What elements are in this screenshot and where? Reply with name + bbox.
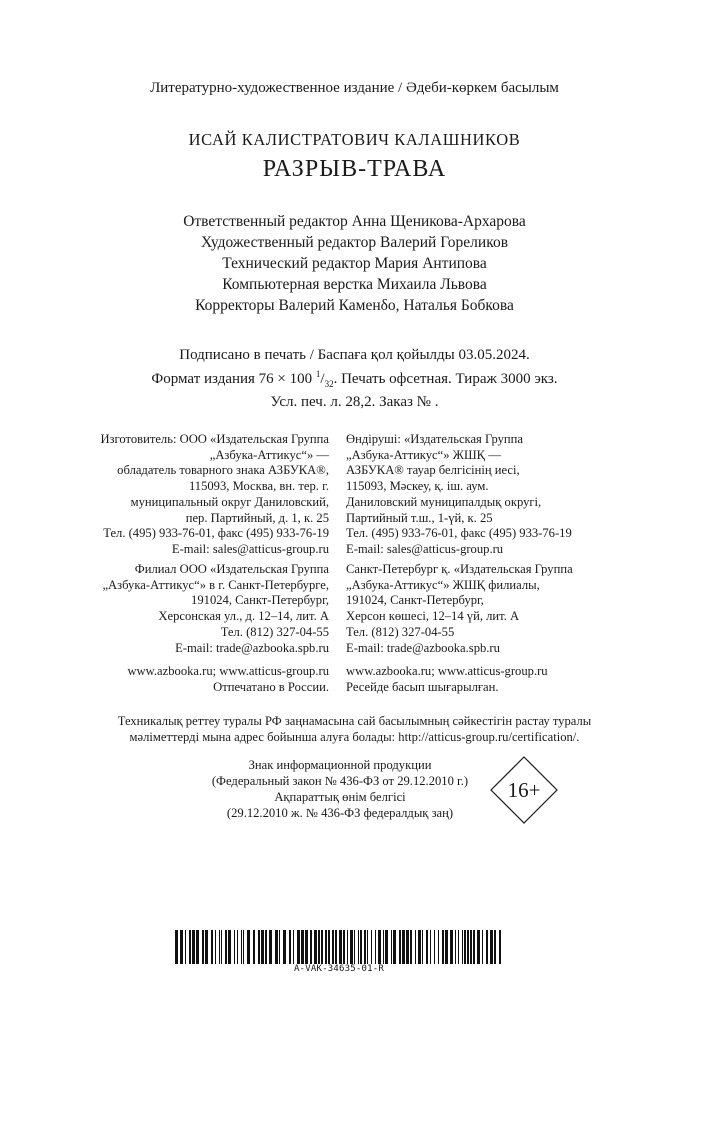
branch-kz bbox=[346, 562, 676, 656]
manufacturer-ru bbox=[40, 432, 329, 558]
barcode-bar bbox=[482, 930, 483, 964]
text-line: обладатель товарного знака АЗБУКА®, bbox=[117, 463, 329, 478]
barcode-text: A-VAK-34635-01-R bbox=[294, 964, 384, 974]
barcode-bar bbox=[335, 930, 337, 964]
text-line: (29.12.2010 ж. № 436-ФЗ федералдық заң) bbox=[226, 806, 454, 820]
text-line: „Азбука-Аттикус“» ЖШҚ — bbox=[346, 447, 501, 462]
barcode-bar bbox=[175, 930, 178, 964]
barcode-bar bbox=[310, 930, 312, 964]
barcode-bar bbox=[450, 930, 453, 964]
barcode-bar bbox=[494, 930, 496, 964]
barcode-bar bbox=[219, 930, 220, 964]
barcode-bar bbox=[410, 930, 412, 964]
text-line: 191024, Санкт-Петербург, bbox=[191, 593, 329, 608]
text-line: 191024, Санкт-Петербург, bbox=[346, 593, 484, 608]
text-line: „Азбука-Аттикус“» — bbox=[209, 447, 329, 462]
barcode-bar bbox=[426, 930, 428, 964]
barcode-bar bbox=[237, 930, 238, 964]
text-line: 115093, Мәскеу, қ. іш. аум. bbox=[346, 479, 489, 494]
text-line: „Азбука-Аттикус“» ЖШҚ филиалы, bbox=[346, 577, 540, 592]
credit-line: Художественный редактор Валерий Гореликов bbox=[200, 234, 509, 251]
barcode-bar bbox=[393, 930, 396, 964]
barcode-bar bbox=[422, 930, 423, 964]
barcode-bar bbox=[325, 930, 327, 964]
barcode-bar bbox=[215, 930, 216, 964]
branch-ru bbox=[40, 562, 329, 656]
credit-line: Компьютерная верстка Михаила Львова bbox=[222, 276, 487, 293]
text-line: www.azbooka.ru; www.atticus-group.ru bbox=[346, 664, 548, 678]
barcode-bar bbox=[467, 930, 469, 964]
text-line: АЗБУКА® тауар белгісінің иесі, bbox=[346, 463, 520, 478]
text-line: Отпечатано в России. bbox=[213, 679, 329, 694]
text-line: Филиал ООО «Издательская Группа bbox=[134, 562, 329, 576]
barcode-bar bbox=[261, 930, 264, 964]
text-line: Техникалық реттеу туралы РФ заңнамасына сай басылымның сәйкестігін растау туралы bbox=[117, 714, 592, 728]
barcode-bar bbox=[318, 930, 320, 964]
barcode-bar bbox=[192, 930, 195, 964]
age-rating-badge bbox=[490, 756, 558, 824]
text-line: Санкт-Петербург қ. «Издательская Группа bbox=[346, 562, 573, 576]
text-line: мәліметтерді мына адрес бойынша алуға болады: http://atticus-group.ru/certification/. bbox=[129, 730, 580, 744]
barcode-bar bbox=[297, 930, 300, 964]
barcode-bar bbox=[243, 930, 244, 964]
text-line: Ақпараттық өнім белгісі bbox=[274, 790, 406, 804]
barcode-bar bbox=[458, 930, 459, 964]
barcode-bar bbox=[378, 930, 381, 964]
barcode-bar bbox=[205, 930, 208, 964]
barcode-bar bbox=[477, 930, 480, 964]
print-signed: Подписано в печать / Баспаға қол қойылды 03.05.2024. bbox=[179, 347, 530, 363]
barcode-bar bbox=[470, 930, 472, 964]
barcode-bar bbox=[321, 930, 323, 964]
text-line: Тел. (495) 933-76-01, факс (495) 933-76-19 bbox=[346, 526, 572, 541]
barcode-bar bbox=[258, 930, 260, 964]
barcode-bar bbox=[445, 930, 448, 964]
barcode-bar bbox=[253, 930, 255, 964]
barcode-bar bbox=[464, 930, 466, 964]
text-line: Ресейде басып шығарылған. bbox=[346, 679, 499, 694]
manufacturer-kz bbox=[346, 432, 676, 558]
barcode-bar bbox=[265, 930, 267, 964]
barcode-bar bbox=[293, 930, 294, 964]
barcode-bar bbox=[415, 930, 416, 964]
age-rating-text: 16+ bbox=[507, 778, 541, 802]
barcode-bar bbox=[301, 930, 304, 964]
text-line: E-mail: trade@azbooka.spb.ru bbox=[346, 640, 500, 655]
barcode-bar bbox=[305, 930, 308, 964]
credits-block bbox=[0, 211, 709, 316]
barcode-bar bbox=[430, 930, 431, 964]
barcode-bar bbox=[462, 930, 463, 964]
book-title: РАЗРЫВ-ТРАВА bbox=[262, 156, 447, 182]
credit-line: Корректоры Валерий Каменδо, Наталья Бобкова bbox=[195, 297, 514, 314]
text-line: Херсон көшесі, 12–14 үй, лит. А bbox=[346, 609, 520, 624]
text-line: E-mail: sales@atticus-group.ru bbox=[171, 541, 329, 556]
barcode-bar bbox=[283, 930, 286, 964]
barcode-bar bbox=[328, 930, 330, 964]
footer-kz bbox=[346, 664, 676, 695]
barcode-bar bbox=[339, 930, 342, 964]
barcode-bar bbox=[434, 930, 435, 964]
print-sheets: Усл. печ. л. 28,2. Заказ № . bbox=[270, 394, 439, 410]
text-line: пер. Партийный, д. 1, к. 25 bbox=[185, 510, 329, 525]
barcode-bar bbox=[358, 930, 359, 964]
barcode-bar bbox=[343, 930, 345, 964]
barcode-bar bbox=[332, 930, 334, 964]
barcode-bar bbox=[486, 930, 488, 964]
text-line: E-mail: sales@atticus-group.ru bbox=[346, 541, 504, 556]
barcode-bar bbox=[442, 930, 444, 964]
text-line: Партийный т.ш., 1-үй, к. 25 bbox=[346, 510, 493, 525]
barcode-bar bbox=[367, 930, 368, 964]
text-line: Знак информационной продукции bbox=[248, 758, 432, 772]
text-line: (Федеральный закон № 436-ФЗ от 29.12.2010 г.) bbox=[211, 774, 469, 788]
barcode-bar bbox=[399, 930, 401, 964]
text-line: Тел. (495) 933-76-01, факс (495) 933-76-19 bbox=[103, 526, 329, 541]
footer-ru bbox=[40, 664, 329, 695]
barcode-bar bbox=[360, 930, 362, 964]
text-line: муниципальный округ Даниловский, bbox=[130, 494, 329, 509]
barcode-bar bbox=[202, 930, 204, 964]
edition-type: Литературно-художественное издание / Әдеби-көркем басылым bbox=[150, 80, 559, 96]
barcode-bar bbox=[354, 930, 355, 964]
barcode-bar bbox=[289, 930, 291, 964]
barcode-bar bbox=[406, 930, 409, 964]
barcode bbox=[175, 930, 503, 964]
text-line: Изготовитель: ООО «Издательская Группа bbox=[100, 432, 329, 446]
barcode-bar bbox=[499, 930, 501, 964]
credit-line: Ответственный редактор Анна Щеникова-Архарова bbox=[183, 213, 526, 230]
barcode-bar bbox=[383, 930, 384, 964]
text-line: Өндіруші: «Издательская Группа bbox=[346, 432, 523, 446]
barcode-bar bbox=[211, 930, 213, 964]
barcode-bar bbox=[314, 930, 317, 964]
barcode-bar bbox=[350, 930, 353, 964]
text-line: Херсонская ул., д. 12–14, лит. А bbox=[158, 609, 329, 624]
barcode-bar bbox=[189, 930, 191, 964]
text-line: www.azbooka.ru; www.atticus-group.ru bbox=[127, 664, 329, 678]
author-name: ИСАЙ КАЛИСТРАТОВИЧ КАЛАШНИКОВ bbox=[188, 130, 521, 149]
barcode-bar bbox=[364, 930, 366, 964]
barcode-bar bbox=[185, 930, 186, 964]
barcode-bar bbox=[221, 930, 222, 964]
barcode-bar bbox=[371, 930, 372, 964]
format-sup: 1 bbox=[315, 368, 321, 379]
barcode-bar bbox=[402, 930, 405, 964]
barcode-bar bbox=[180, 930, 183, 964]
barcode-bar bbox=[225, 930, 227, 964]
text-line: E-mail: trade@azbooka.spb.ru bbox=[175, 640, 329, 655]
barcode-bar bbox=[490, 930, 493, 964]
credit-line: Технический редактор Мария Антипова bbox=[222, 255, 487, 272]
barcode-bar bbox=[473, 930, 475, 964]
barcode-bar bbox=[418, 930, 421, 964]
format-prefix: Формат издания 76 × 100 bbox=[151, 370, 313, 387]
barcode-bar bbox=[438, 930, 439, 964]
format-suffix: . Печать офсетная. Тираж 3000 экз. bbox=[333, 370, 558, 387]
barcode-bar bbox=[279, 930, 280, 964]
technical-regulation bbox=[0, 713, 709, 745]
print-format: Формат издания 76 × 100 $^1/_{32}$. Печать офсетная. Тираж 3000 экз. bbox=[151, 368, 558, 389]
barcode-bar bbox=[196, 930, 199, 964]
barcode-bar bbox=[247, 930, 250, 964]
barcode-bar bbox=[347, 930, 348, 964]
barcode-bar bbox=[455, 930, 456, 964]
text-line: „Азбука-Аттикус“» в г. Санкт-Петербурге, bbox=[102, 577, 329, 592]
text-line: Тел. (812) 327-04-55 bbox=[346, 624, 455, 639]
barcode-bar bbox=[269, 930, 272, 964]
barcode-bar bbox=[241, 930, 242, 964]
text-line: Даниловский муниципалдық округі, bbox=[346, 494, 542, 509]
text-line: Тел. (812) 327-04-55 bbox=[220, 624, 329, 639]
barcode-bar bbox=[391, 930, 392, 964]
barcode-bar bbox=[375, 930, 376, 964]
barcode-bar bbox=[234, 930, 235, 964]
info-product-sign bbox=[190, 757, 490, 821]
barcode-bar bbox=[275, 930, 278, 964]
format-sub: 32 bbox=[324, 378, 334, 389]
text-line: 115093, Москва, вн. тер. г. bbox=[188, 479, 329, 494]
barcode-bar bbox=[228, 930, 231, 964]
print-info bbox=[0, 346, 709, 412]
barcode-bar bbox=[385, 930, 388, 964]
